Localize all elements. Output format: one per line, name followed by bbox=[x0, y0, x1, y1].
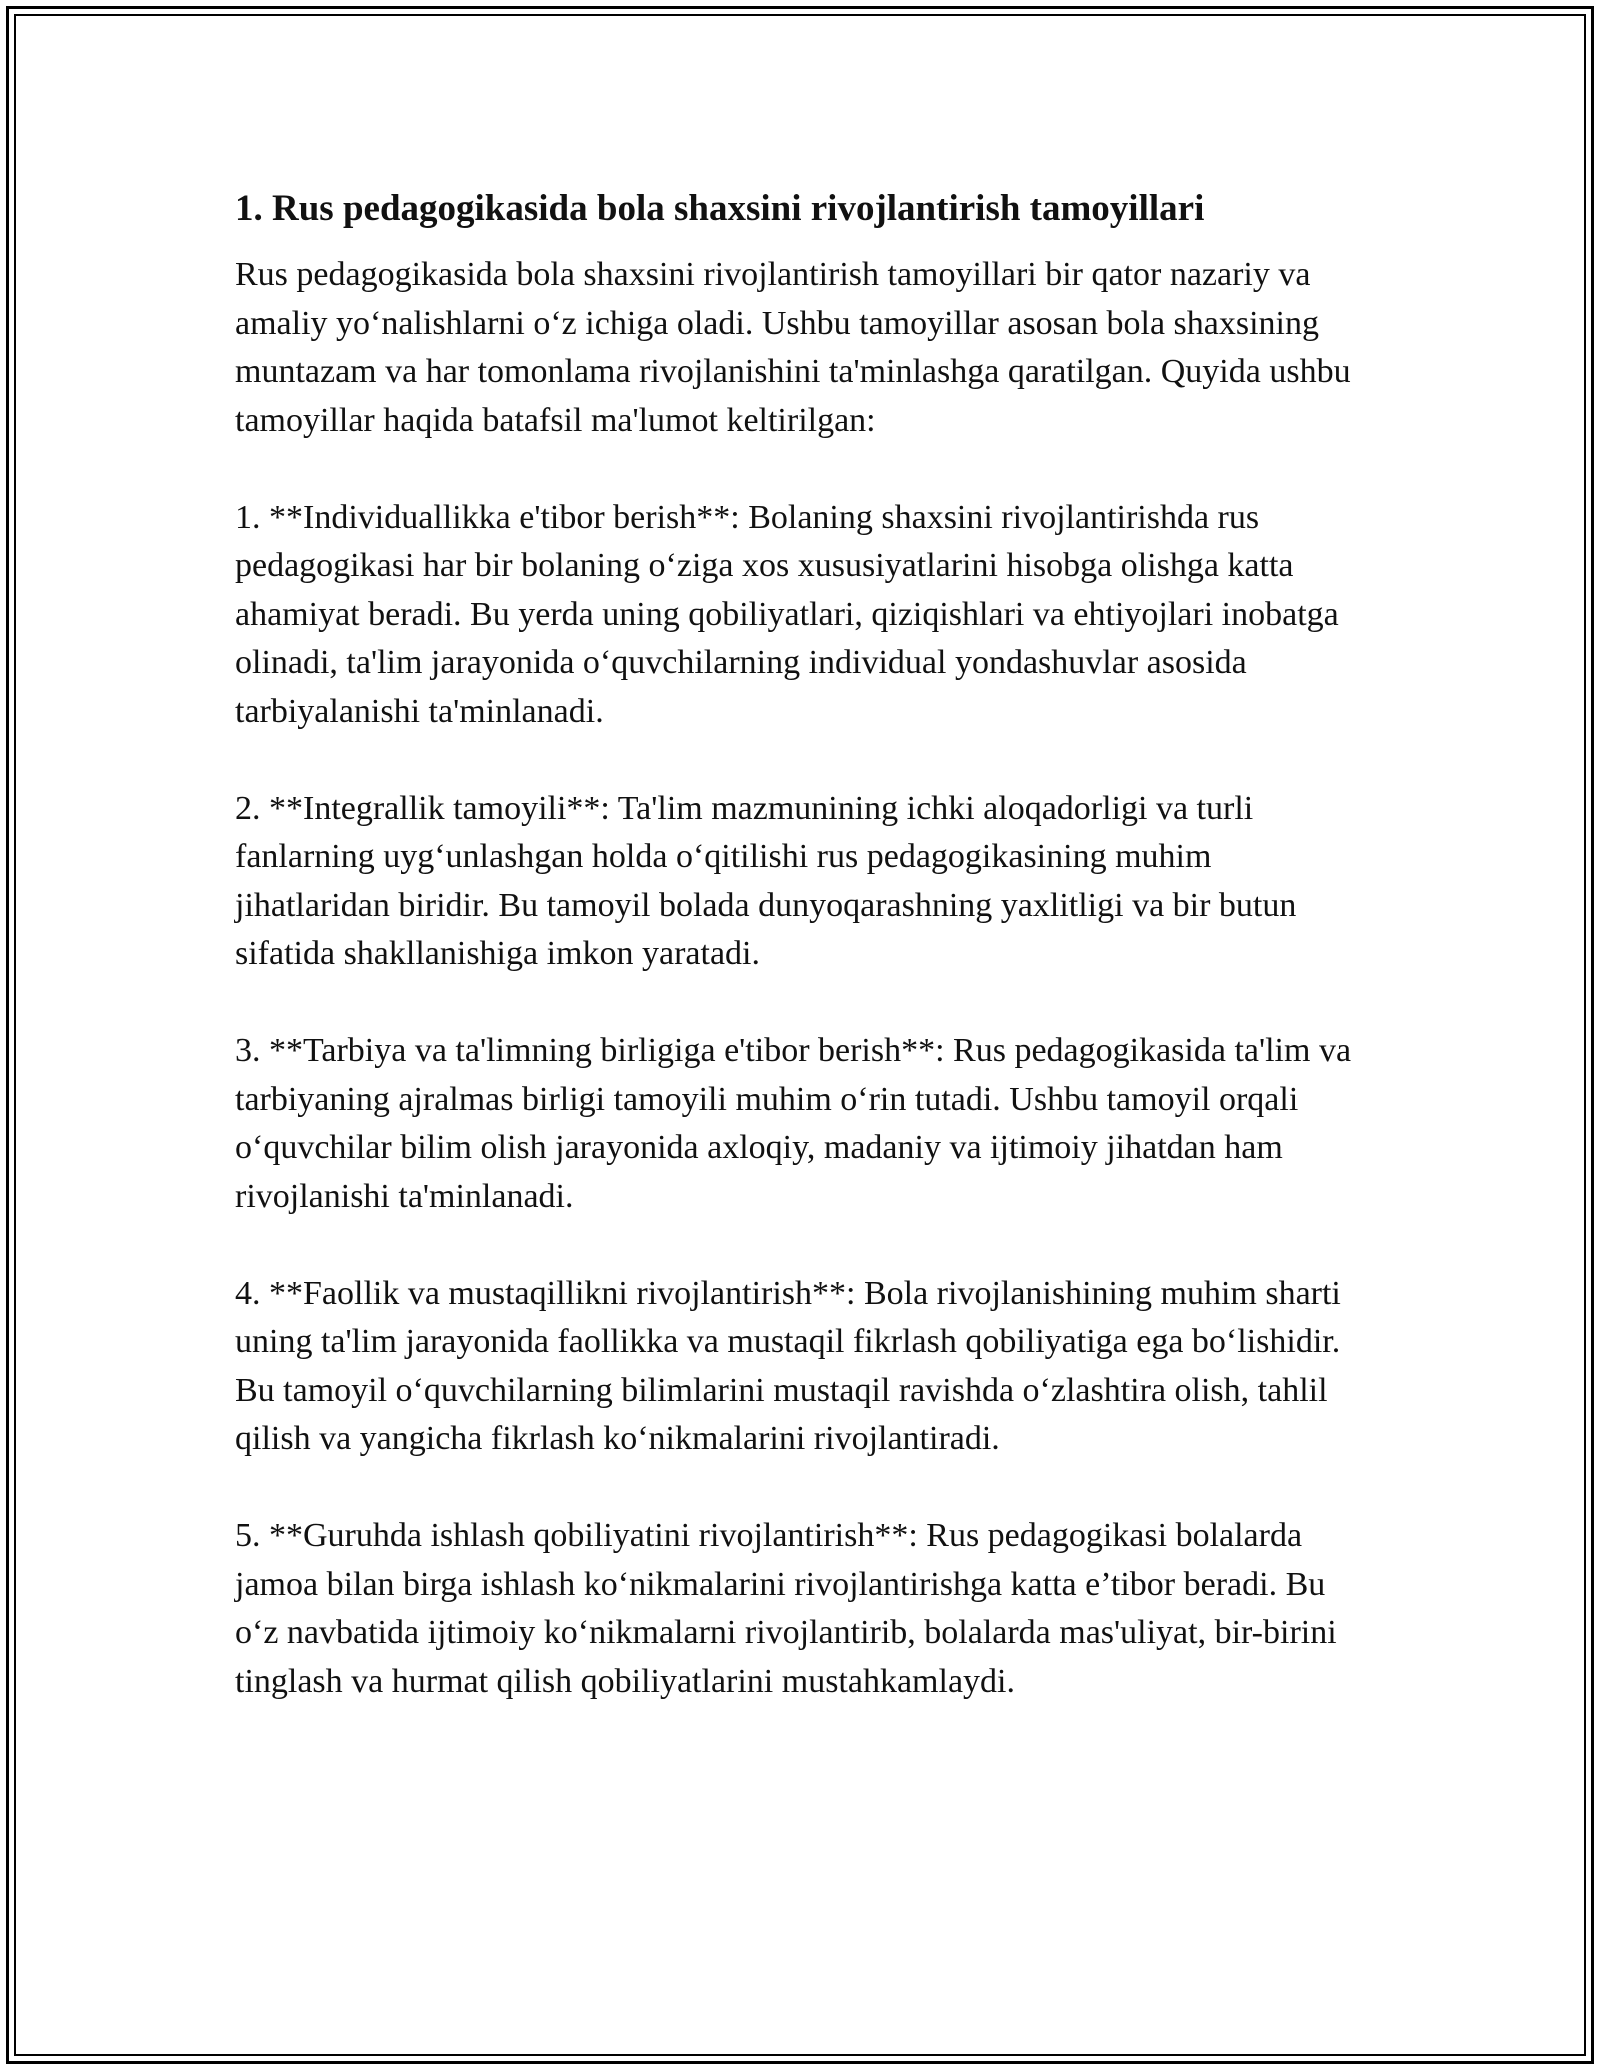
principle-5-paragraph: 5. **Guruhda ishlash qobiliyatini rivojlantirish**: Rus pedagogikasi bolalarda jamoa bilan birga ishlash ko‘nikmalarini rivojlantirishga katta e’tibor beradi. Bu o‘z navbatida ijtimoiy ko‘nikmalarni rivojlantirib, bolalarda mas'uliyat, bir-birini tinglash va hurmat qilish qobiliyatlarini mustahkamlaydi. bbox=[235, 1517, 1337, 1700]
principle-4-paragraph: 4. **Faollik va mustaqillikni rivojlantirish**: Bola rivojlanishining muhim sharti uning ta'lim jarayonida faollikka va mustaqil fikrlash qobiliyatiga ega bo‘lishidir. Bu tamoyil o‘quvchilarning bilimlarini mustaqil ravishda o‘zlashtira olish, tahlil qilish va yangicha fikrlash ko‘nikmalarini rivojlantiradi. bbox=[235, 1274, 1341, 1457]
document-title: 1. Rus pedagogikasida bola shaxsini rivojlantirish tamoyillari bbox=[235, 188, 1205, 229]
intro-paragraph: Rus pedagogikasida bola shaxsini rivojlantirish tamoyillari bir qator nazariy va amaliy yo‘nalishlarni o‘z ichiga oladi. Ushbu tamoyillar asosan bola shaxsining muntazam va har tomonlama rivojlanishini ta'minlashga qaratilgan. Quyida ushbu tamoyillar haqida batafsil ma'lumot keltirilgan: bbox=[235, 256, 1351, 439]
principle-3-paragraph: 3. **Tarbiya va ta'limning birligiga e'tibor berish**: Rus pedagogikasida ta'lim va tarbiyaning ajralmas birligi tamoyili muhim o‘rin tutadi. Ushbu tamoyil orqali o‘quvchilar bilim olish jarayonida axloqiy, madaniy va ijtimoiy jihatdan ham rivojlanishi ta'minlanadi. bbox=[235, 1032, 1352, 1215]
principle-1-paragraph: 1. **Individuallikka e'tibor berish**: Bolaning shaxsini rivojlantirishda rus pedagogikasi har bir bolaning o‘ziga xos xususiyatlarini hisobga olishga katta ahamiyat beradi. Bu yerda uning qobiliyatlari, qiziqishlari va ehtiyojlari inobatga olinadi, ta'lim jarayonida o‘quvchilarning individual yondashuvlar asosida tarbiyalanishi ta'minlanadi. bbox=[235, 498, 1339, 730]
document-body bbox=[235, 185, 1365, 1755]
principle-2-paragraph: 2. **Integrallik tamoyili**: Ta'lim mazmunining ichki aloqadorligi va turli fanlarning uyg‘unlashgan holda o‘qitilishi rus pedagogikasining muhim jihatlaridan biridir. Bu tamoyil bolada dunyoqarashning yaxlitligi va bir butun sifatida shakllanishiga imkon yaratadi. bbox=[235, 789, 1297, 972]
